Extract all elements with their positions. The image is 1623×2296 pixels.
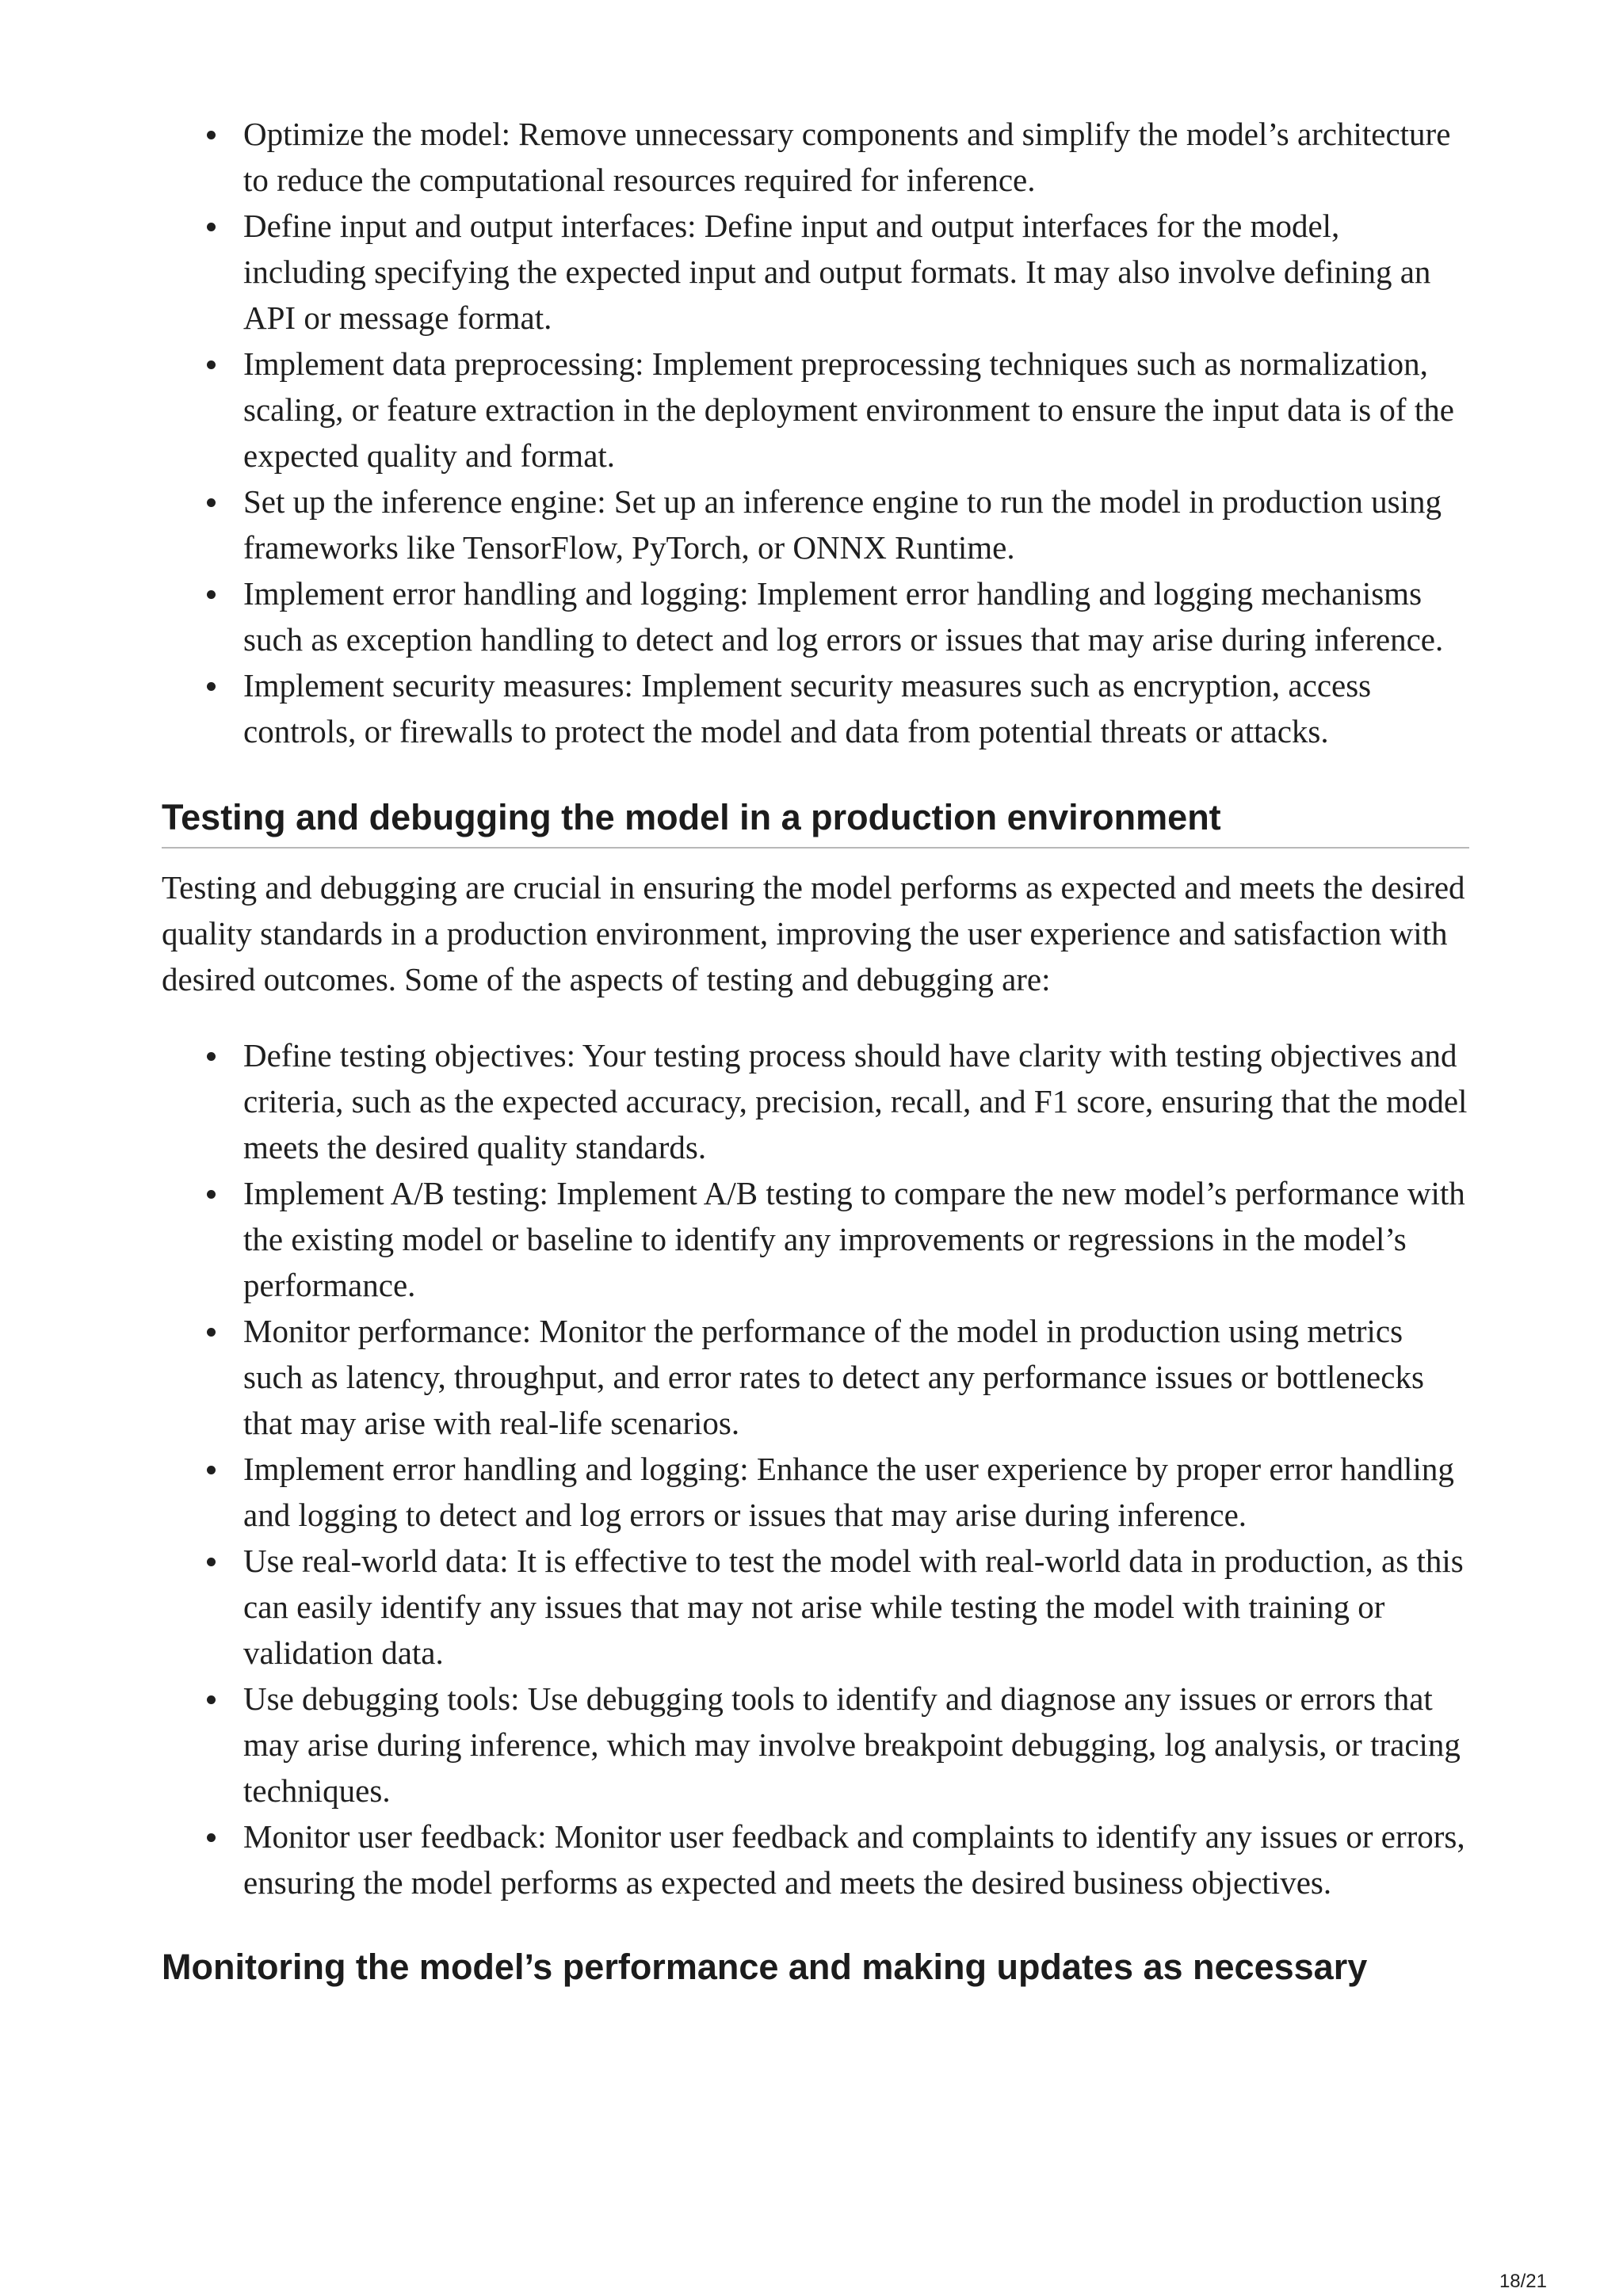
list-item: Define testing objectives: Your testing process should have clarity with testing objectives and criteria, such as the expected accuracy, precision, recall, and F1 score, ensuring that the model meets the desired quality standards. xyxy=(162,1032,1469,1170)
document-content xyxy=(162,111,1469,1989)
list-item: Implement error handling and logging: Implement error handling and logging mechanisms such as exception handling to detect and log errors or issues that may arise during inference. xyxy=(162,570,1469,662)
list-item: Implement data preprocessing: Implement preprocessing techniques such as normalization, scaling, or feature extraction in the deployment environment to ensure the input data is of the expected quality and format. xyxy=(162,341,1469,479)
list-item: Define input and output interfaces: Define input and output interfaces for the model, including specifying the expected input and output formats. It may also involve defining an API or message format. xyxy=(162,203,1469,341)
list-item: Implement error handling and logging: Enhance the user experience by proper error handling and logging to detect and log errors or issues that may arise during inference. xyxy=(162,1446,1469,1538)
page-number: 18/21 xyxy=(1499,2271,1547,2292)
list-item: Implement security measures: Implement security measures such as encryption, access controls, or firewalls to protect the model and data from potential threats or attacks. xyxy=(162,662,1469,754)
section-heading-monitoring: Monitoring the model’s performance and making updates as necessary xyxy=(162,1947,1368,1987)
list-item: Use real-world data: It is effective to test the model with real-world data in production, as this can easily identify any issues that may not arise while testing the model with training or validation data. xyxy=(162,1538,1469,1676)
testing-aspects-list xyxy=(162,1032,1469,1905)
list-item: Implement A/B testing: Implement A/B testing to compare the new model’s performance with the existing model or baseline to identify any improvements or regressions in the model’s performance. xyxy=(162,1170,1469,1308)
deployment-steps-list xyxy=(162,111,1469,754)
list-item: Monitor user feedback: Monitor user feedback and complaints to identify any issues or errors, ensuring the model performs as expected and meets the desired business objectives. xyxy=(162,1814,1469,1905)
testing-intro-paragraph: Testing and debugging are crucial in ensuring the model performs as expected and meets the desired quality standards in a production environment, improving the user experience and satisfaction with desired outcomes. Some of the aspects of testing and debugging are: xyxy=(162,869,1465,997)
list-item: Set up the inference engine: Set up an inference engine to run the model in production using frameworks like TensorFlow, PyTorch, or ONNX Runtime. xyxy=(162,479,1469,570)
section-heading-testing: Testing and debugging the model in a production environment xyxy=(162,795,1469,849)
list-item: Monitor performance: Monitor the performance of the model in production using metrics such as latency, throughput, and error rates to detect any performance issues or bottlenecks that may arise with real-life scenarios. xyxy=(162,1308,1469,1446)
list-item: Use debugging tools: Use debugging tools to identify and diagnose any issues or errors that may arise during inference, which may involve breakpoint debugging, log analysis, or tracing techniques. xyxy=(162,1676,1469,1814)
list-item: Optimize the model: Remove unnecessary components and simplify the model’s architecture to reduce the computational resources required for inference. xyxy=(162,111,1469,203)
